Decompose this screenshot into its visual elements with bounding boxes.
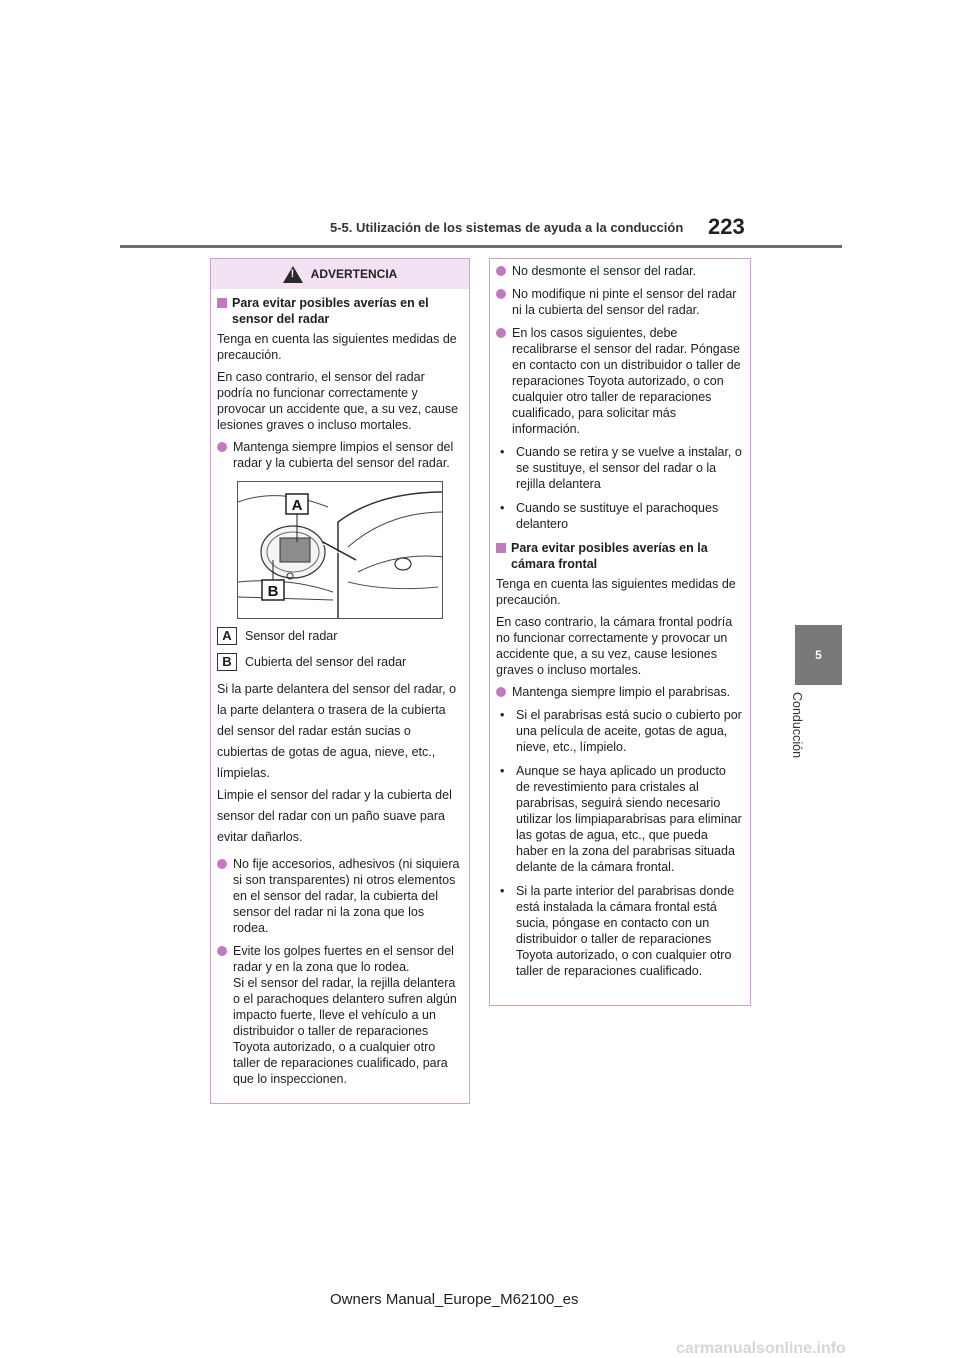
continued-warning-box [489,258,751,1006]
circle-bullet-icon [496,266,506,276]
warning-content [211,295,469,1087]
bullet-text: No modifique ni pinte el sensor del radar ni la cubierta del sensor del radar. [512,287,737,317]
dash-item [500,444,742,492]
paragraph: Limpie el sensor del radar y la cubierta del sensor del radar con un paño suave para evitar dañarlos. [217,788,452,844]
circle-bullet-icon [217,946,227,956]
continued-content [490,259,750,979]
paragraph: Si la parte delantera del sensor del radar, o la parte delantera o trasera de la cubierta del sensor del radar están sucias o cubiertas de gotas de agua, nieve, etc., límpielas. [217,682,457,780]
circle-bullet-icon [496,687,506,697]
bullet-item [217,856,461,936]
camera-subhead [496,540,742,572]
dash-text: Si la parte interior del parabrisas donde está instalada la cámara frontal está sucia, póngase en contacto con un distribuidor o taller de reparaciones Toyota autorizado, o con cualquier otro taller de reparaciones cualificado. [516,884,735,978]
dash-text: Cuando se retira y se vuelve a instalar, o se sustituye, el sensor del radar o la rejilla delantera [516,445,742,491]
bullet-item [217,943,461,1087]
label-a-row [217,627,461,645]
page-number: 223 [708,214,745,239]
bullet-text [233,943,461,1087]
label-b-badge: B [217,653,237,671]
paragraph: En caso contrario, el sensor del radar podría no funcionar correctamente y provocar un accidente que, a su vez, cause lesiones graves o incluso mortales. [217,370,459,432]
dash-item [500,500,742,532]
radar-sensor-figure [237,481,443,619]
paragraph: En caso contrario, la cámara frontal podría no funcionar correctamente y provocar un accidente que, a su vez, cause lesiones graves o incluso mortales. [496,615,733,677]
radar-sensor-illustration [238,482,443,619]
section-title: 5-5. Utilización de los sistemas de ayuda a la conducción [330,220,684,235]
dash-marker: • [500,445,505,459]
circle-bullet-icon [496,289,506,299]
chapter-label: Conducción [790,692,804,759]
warning-header [211,259,469,289]
bullet-text: No desmonte el sensor del radar. [512,264,697,278]
footer-manual-id: Owners Manual_Europe_M62100_es [330,1291,579,1308]
bullet-item [496,684,742,700]
dash-marker: • [500,501,505,515]
square-bullet-icon [496,543,506,553]
label-b-row [217,653,461,671]
paragraph: Tenga en cuenta las siguientes medidas de precaución. [496,577,736,607]
paragraph: Tenga en cuenta las siguientes medidas de precaución. [217,332,457,362]
dash-text: Si el parabrisas está sucio o cubierto por una película de aceite, gotas de agua, nieve, etc., límpielo. [516,708,742,754]
label-a-badge: A [217,627,237,645]
figure-label-a: A [291,497,303,514]
bullet-item [496,263,742,279]
circle-bullet-icon [217,859,227,869]
subhead-text: Para evitar posibles averías en la cámara frontal [511,541,708,571]
bullet-item [496,286,742,318]
dash-text: Aunque se haya aplicado un producto de revestimiento para cristales al parabrisas, seguirá siendo necesario utilizar los limpiaparabrisas para eliminar las gotas de agua, etc., que pueda haber en la zona del parabrisas situada delante de la cámara frontal. [516,764,742,874]
chapter-number: 5 [815,648,822,662]
warning-title: ADVERTENCIA [310,267,398,281]
figure-label-b: B [267,583,279,600]
watermark: carmanualsonline.info [676,1340,846,1357]
warning-subhead [217,295,461,327]
dash-item [500,707,742,755]
cleaning-instructions [217,679,461,848]
bullet-item [496,325,742,437]
circle-bullet-icon [496,328,506,338]
subhead-text: Para evitar posibles averías en el sensor del radar [232,296,429,326]
warning-box [210,258,470,1104]
bullet-text: Mantenga siempre limpio el parabrisas. [512,685,731,699]
square-bullet-icon [217,298,227,308]
chapter-tab [795,625,842,685]
bullet-text-line: Evite los golpes fuertes en el sensor del radar y en la zona que lo rodea. [233,944,454,974]
dash-item [500,883,742,979]
circle-bullet-icon [217,442,227,452]
bullet-text: Mantenga siempre limpios el sensor del radar y la cubierta del sensor del radar. [233,440,454,470]
bullet-text: En los casos siguientes, debe recalibrarse el sensor del radar. Póngase en contacto con un distribuidor o taller de reparaciones Toyota autorizado, o con cualquier otro taller de reparaciones cualificado, para solicitar más información. [512,326,741,436]
warning-icon [283,266,303,283]
dash-item [500,763,742,875]
bullet-text: No fije accesorios, adhesivos (ni siquiera si son transparentes) ni otros elementos en el sensor del radar, la cubierta del sensor del radar ni la zona que los rodea. [233,857,460,935]
label-b-text: Cubierta del sensor del radar [245,655,407,669]
bullet-item [217,439,461,471]
dash-marker: • [500,884,505,898]
header-rule [120,245,842,248]
label-a-text: Sensor del radar [245,629,338,643]
bullet-text-cont: Si el sensor del radar, la rejilla delantera o el parachoques delantero sufren algún impacto fuerte, lleve el vehículo a un distribuidor o taller de reparaciones Toyota autorizado, o a cualquier otro taller de reparaciones cualificado, para que lo inspeccionen. [233,976,457,1086]
dash-marker: • [500,764,505,778]
dash-text: Cuando se sustituye el parachoques delantero [516,501,719,531]
dash-marker: • [500,708,505,722]
